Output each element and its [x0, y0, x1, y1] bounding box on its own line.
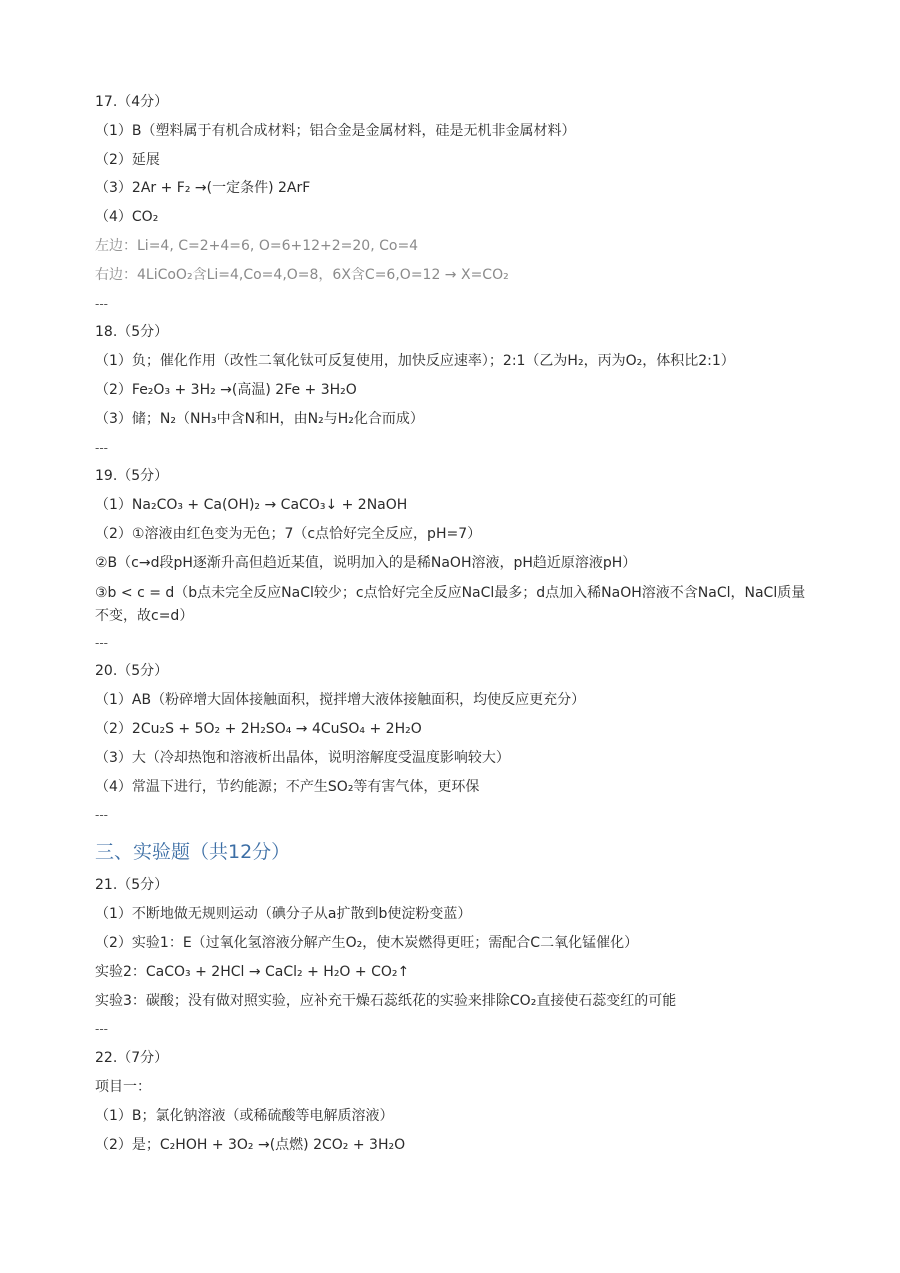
section-heading-experiments: 三、实验题（共12分）	[95, 841, 291, 864]
q18-answer-2: （2）Fe₂O₃ + 3H₂ →(高温) 2Fe + 3H₂O	[95, 381, 357, 398]
q17-note-right: 右边：4LiCoO₂含Li=4,Co=4,O=8，6X含C=6,O=12 → X=CO₂	[95, 266, 509, 283]
separator: ---	[95, 808, 108, 823]
q22-project-1-label: 项目一：	[95, 1078, 151, 1095]
separator: ---	[95, 440, 108, 455]
q17-answer-4: （4）CO₂	[95, 209, 159, 226]
q18-answer-3: （3）储；N₂（NH₃中含N和H，由N₂与H₂化合而成）	[95, 410, 424, 427]
separator: ---	[95, 296, 108, 311]
q17-answer-1: （1）B（塑料属于有机合成材料；铝合金是金属材料，硅是无机非金属材料）	[95, 122, 576, 139]
q18-answer-1: （1）负；催化作用（改性二氧化钛可反复使用，加快反应速率）；2:1（乙为H₂，丙为O₂，体积比2:1）	[95, 353, 735, 370]
q17-note-left: 左边：Li=4, C=2+4=6, O=6+12+2=20, Co=4	[95, 237, 419, 254]
q19-answer-2: （2）①溶液由红色变为无色；7（c点恰好完全反应，pH=7）	[95, 525, 482, 542]
q19-answer-1: （1）Na₂CO₃ + Ca(OH)₂ → CaCO₃↓ + 2NaOH	[95, 497, 408, 514]
separator: ---	[95, 1022, 108, 1037]
q20-answer-2: （2）2Cu₂S + 5O₂ + 2H₂SO₄ → 4CuSO₄ + 2H₂O	[95, 720, 422, 737]
q22-answer-2: （2）是；C₂HOH + 3O₂ →(点燃) 2CO₂ + 3H₂O	[95, 1136, 406, 1153]
q17-answer-3: （3）2Ar + F₂ →(一定条件) 2ArF	[95, 180, 311, 197]
q20-answer-4: （4）常温下进行，节约能源；不产生SO₂等有害气体，更环保	[95, 778, 480, 795]
q19-answer-2c: ③b < c = d（b点未完全反应NaCl较少；c点恰好完全反应NaCl最多；d点加入稀NaOH溶液不含NaCl，NaCl质量不变，故c=d）	[95, 584, 806, 624]
separator: ---	[95, 635, 108, 650]
q19-answer-2b: ②B（c→d段pH逐渐升高但趋近某值，说明加入的是稀NaOH溶液，pH趋近原溶液pH）	[95, 554, 637, 571]
question-22-heading: 22.（7分）	[95, 1050, 169, 1067]
q20-answer-3: （3）大（冷却热饱和溶液析出晶体，说明溶解度受温度影响较大）	[95, 749, 510, 766]
answer-document	[95, 92, 815, 1163]
question-21-heading: 21.（5分）	[95, 877, 169, 894]
q17-answer-2: （2）延展	[95, 151, 160, 168]
q21-experiment-2: 实验2：CaCO₃ + 2HCl → CaCl₂ + H₂O + CO₂↑	[95, 963, 410, 980]
question-19-heading: 19.（5分）	[95, 468, 169, 485]
question-20-heading: 20.（5分）	[95, 663, 169, 680]
question-17-heading: 17.（4分）	[95, 94, 169, 110]
q20-answer-1: （1）AB（粉碎增大固体接触面积，搅拌增大液体接触面积，均使反应更充分）	[95, 692, 586, 709]
q21-answer-2: （2）实验1：E（过氧化氢溶液分解产生O₂，使木炭燃得更旺；需配合C二氧化锰催化）	[95, 934, 639, 951]
question-18-heading: 18.（5分）	[95, 324, 169, 341]
q21-experiment-3: 实验3：碳酸；没有做对照实验，应补充干燥石蕊纸花的实验来排除CO₂直接使石蕊变红的可能	[95, 992, 677, 1009]
q22-answer-1: （1）B；氯化钠溶液（或稀硫酸等电解质溶液）	[95, 1107, 394, 1124]
q21-answer-1: （1）不断地做无规则运动（碘分子从a扩散到b使淀粉变蓝）	[95, 906, 472, 923]
